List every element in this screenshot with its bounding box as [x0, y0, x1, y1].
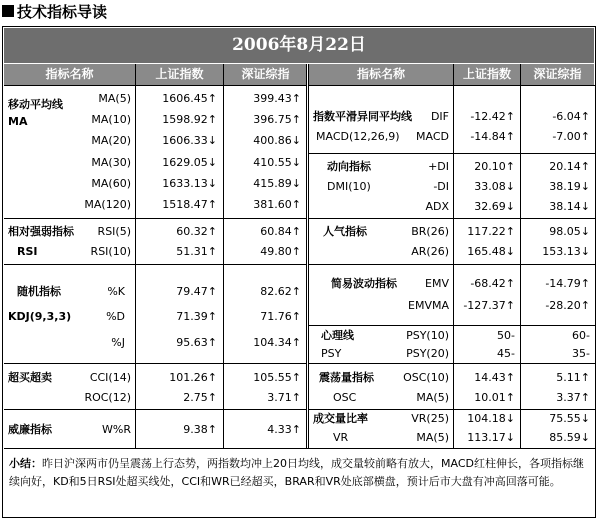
row-divider: [4, 85, 307, 86]
psy-sh-value: 50-: [497, 329, 515, 342]
cci-name: ROC(12): [84, 391, 131, 404]
ma-sz-value: 396.75↑: [253, 113, 301, 126]
vr-abbr: VR: [333, 431, 349, 444]
kdj-name: %K: [107, 285, 125, 298]
dmi-sz-value: 38.14↓: [549, 200, 590, 213]
wr-sh-value: 9.38↑: [183, 423, 217, 436]
column-divider: [135, 64, 136, 448]
macd-name: DIF: [430, 110, 449, 123]
header-sh-right: 上证指数: [454, 64, 520, 85]
ma-sh-value: 1606.33↓: [162, 134, 217, 147]
emv-name: EMVMA: [408, 299, 449, 312]
ma-sh-value: 1629.05↓: [162, 156, 217, 169]
macd-sz-value: -6.04↑: [552, 110, 590, 123]
rsi-sh-value: 51.31↑: [176, 245, 217, 258]
square-bullet-icon: [2, 5, 14, 17]
kdj-name: %D: [106, 310, 125, 323]
psy-name: PSY(20): [406, 347, 449, 360]
rsi-abbr: RSI: [17, 245, 38, 258]
br-sz-value: 153.13↓: [542, 245, 590, 258]
column-divider: [223, 64, 224, 448]
dmi-sh-value: 20.10↑: [474, 160, 515, 173]
macd-sh-value: -12.42↑: [470, 110, 515, 123]
psy-label: 心理线: [321, 329, 354, 342]
br-sh-value: 165.48↓: [467, 245, 515, 258]
cci-sz-value: 3.71↑: [267, 391, 301, 404]
osc-label: 震荡量指标: [319, 371, 374, 384]
kdj-name: %J: [111, 336, 125, 349]
psy-abbr: PSY: [321, 347, 342, 360]
header-sz-right: 深证综指: [521, 64, 594, 85]
br-name: AR(26): [411, 245, 449, 258]
cci-label: 超买超卖: [8, 371, 52, 384]
macd-name: MACD: [416, 130, 449, 143]
ma-name: MA(20): [91, 134, 131, 147]
macd-sh-value: -14.84↑: [470, 130, 515, 143]
psy-sz-value: 35-: [572, 347, 590, 360]
ma-name: MA(120): [84, 198, 131, 211]
row-divider: [309, 153, 595, 154]
table-date: 2006年8月22日: [4, 28, 594, 63]
row-divider: [4, 363, 307, 364]
kdj-sz-value: 104.34↑: [253, 336, 301, 349]
br-label: 人气指标: [323, 225, 367, 238]
ma-sz-value: 399.43↑: [253, 92, 301, 105]
dmi-sz-value: 20.14↑: [549, 160, 590, 173]
br-name: BR(26): [411, 225, 449, 238]
kdj-sz-value: 71.76↑: [260, 310, 301, 323]
osc-name: OSC(10): [403, 371, 449, 384]
osc-sh-value: 14.43↑: [474, 371, 515, 384]
section-title: [2, 0, 107, 22]
rsi-sz-value: 49.80↑: [260, 245, 301, 258]
row-divider: [309, 409, 595, 410]
dmi-name: +DI: [428, 160, 449, 173]
table-bottom-divider: [4, 448, 595, 449]
summary: [9, 455, 589, 491]
kdj-label: 随机指标: [17, 285, 61, 298]
summary-text: 昨日沪深两市仍呈震荡上行态势，两指数均冲上20日均线，成交量较前略有放大，MACD红柱伸长，各项指标继续向好，KD和5日RSI处超买线处，CCI和WR已经超买，BRAR和VR处底部横盘，预计后市大盘有冲高回落可能。: [9, 457, 584, 488]
kdj-sh-value: 79.47↑: [176, 285, 217, 298]
header-name-right: 指标名称: [309, 64, 453, 85]
summary-label: 小结：: [9, 457, 42, 470]
ma-sh-value: 1598.92↑: [162, 113, 217, 126]
ma-sz-value: 415.89↓: [253, 177, 301, 190]
row-divider: [4, 218, 307, 219]
wr-name: W%R: [102, 423, 131, 436]
ma-name: MA(5): [98, 92, 131, 105]
emv-sh-value: -68.42↑: [470, 277, 515, 290]
cci-sh-value: 2.75↑: [183, 391, 217, 404]
dmi-sh-value: 33.08↓: [474, 180, 515, 193]
row-divider: [4, 264, 307, 265]
vr-label: 成交量比率: [313, 412, 368, 425]
dmi-label: 动向指标: [327, 160, 371, 173]
emv-name: EMV: [425, 277, 449, 290]
rsi-label: 相对强弱指标: [8, 225, 74, 238]
osc-abbr: OSC: [333, 391, 357, 404]
header-sz-left: 深证综指: [224, 64, 307, 85]
kdj-sz-value: 82.62↑: [260, 285, 301, 298]
ma-name: MA(30): [91, 156, 131, 169]
psy-name: PSY(10): [406, 329, 449, 342]
ma-sz-value: 381.60↑: [253, 198, 301, 211]
vr-sh-value: 104.18↓: [467, 412, 515, 425]
emv-sz-value: -28.20↑: [545, 299, 590, 312]
osc-sz-value: 3.37↑: [556, 391, 590, 404]
kdj-sh-value: 71.39↑: [176, 310, 217, 323]
column-divider: [308, 64, 309, 448]
macd-label: 指数平滑异同平均线: [313, 110, 412, 123]
dmi-name: -DI: [433, 180, 449, 193]
osc-name: MA(5): [416, 391, 449, 404]
ma-sh-value: 1518.47↑: [162, 198, 217, 211]
kdj-sh-value: 95.63↑: [176, 336, 217, 349]
ma-name: MA(10): [91, 113, 131, 126]
ma-abbr: MA: [8, 115, 28, 128]
dmi-abbr: DMI(10): [327, 180, 371, 193]
vr-sh-value: 113.17↓: [467, 431, 515, 444]
ma-sz-value: 400.86↓: [253, 134, 301, 147]
osc-sz-value: 5.11↑: [556, 371, 590, 384]
emv-label: 简易波动指标: [331, 277, 397, 290]
cci-sz-value: 105.55↑: [253, 371, 301, 384]
emv-sz-value: -14.79↑: [545, 277, 590, 290]
rsi-name: RSI(10): [90, 245, 131, 258]
ma-name: MA(60): [91, 177, 131, 190]
br-sz-value: 98.05↓: [549, 225, 590, 238]
macd-abbr: MACD(12,26,9): [316, 130, 400, 143]
dmi-sh-value: 32.69↓: [474, 200, 515, 213]
row-divider: [4, 409, 307, 410]
macd-sz-value: -7.00↑: [552, 130, 590, 143]
psy-sz-value: 60-: [572, 329, 590, 342]
vr-sz-value: 75.55↓: [549, 412, 590, 425]
rsi-sh-value: 60.32↑: [176, 225, 217, 238]
psy-sh-value: 45-: [497, 347, 515, 360]
ma-sh-value: 1633.13↓: [162, 177, 217, 190]
column-divider: [453, 64, 454, 448]
header-sh-left: 上证指数: [136, 64, 223, 85]
dmi-name: ADX: [425, 200, 449, 213]
ma-label: 移动平均线: [8, 98, 63, 111]
rsi-name: RSI(5): [97, 225, 131, 238]
section-title-text: 技术指标导读: [17, 2, 108, 21]
rsi-sz-value: 60.84↑: [260, 225, 301, 238]
emv-sh-value: -127.37↑: [463, 299, 515, 312]
dmi-sz-value: 38.19↓: [549, 180, 590, 193]
ma-sz-value: 410.55↓: [253, 156, 301, 169]
row-divider: [309, 363, 595, 364]
row-divider: [309, 85, 595, 86]
indicator-table: [2, 26, 596, 518]
br-sh-value: 117.22↑: [467, 225, 515, 238]
vr-name: MA(5): [416, 431, 449, 444]
cci-name: CCI(14): [89, 371, 131, 384]
row-divider: [309, 264, 595, 265]
column-divider: [520, 64, 521, 448]
row-divider: [309, 218, 595, 219]
row-divider: [309, 325, 595, 326]
vr-sz-value: 85.59↓: [549, 431, 590, 444]
ma-sh-value: 1606.45↑: [162, 92, 217, 105]
wr-label: 威廉指标: [8, 423, 52, 436]
osc-sh-value: 10.01↑: [474, 391, 515, 404]
cci-sh-value: 101.26↑: [169, 371, 217, 384]
wr-sz-value: 4.33↑: [267, 423, 301, 436]
column-divider: [306, 64, 307, 448]
header-name-left: 指标名称: [4, 64, 135, 85]
kdj-abbr: KDJ(9,3,3): [8, 310, 72, 323]
vr-name: VR(25): [411, 412, 449, 425]
